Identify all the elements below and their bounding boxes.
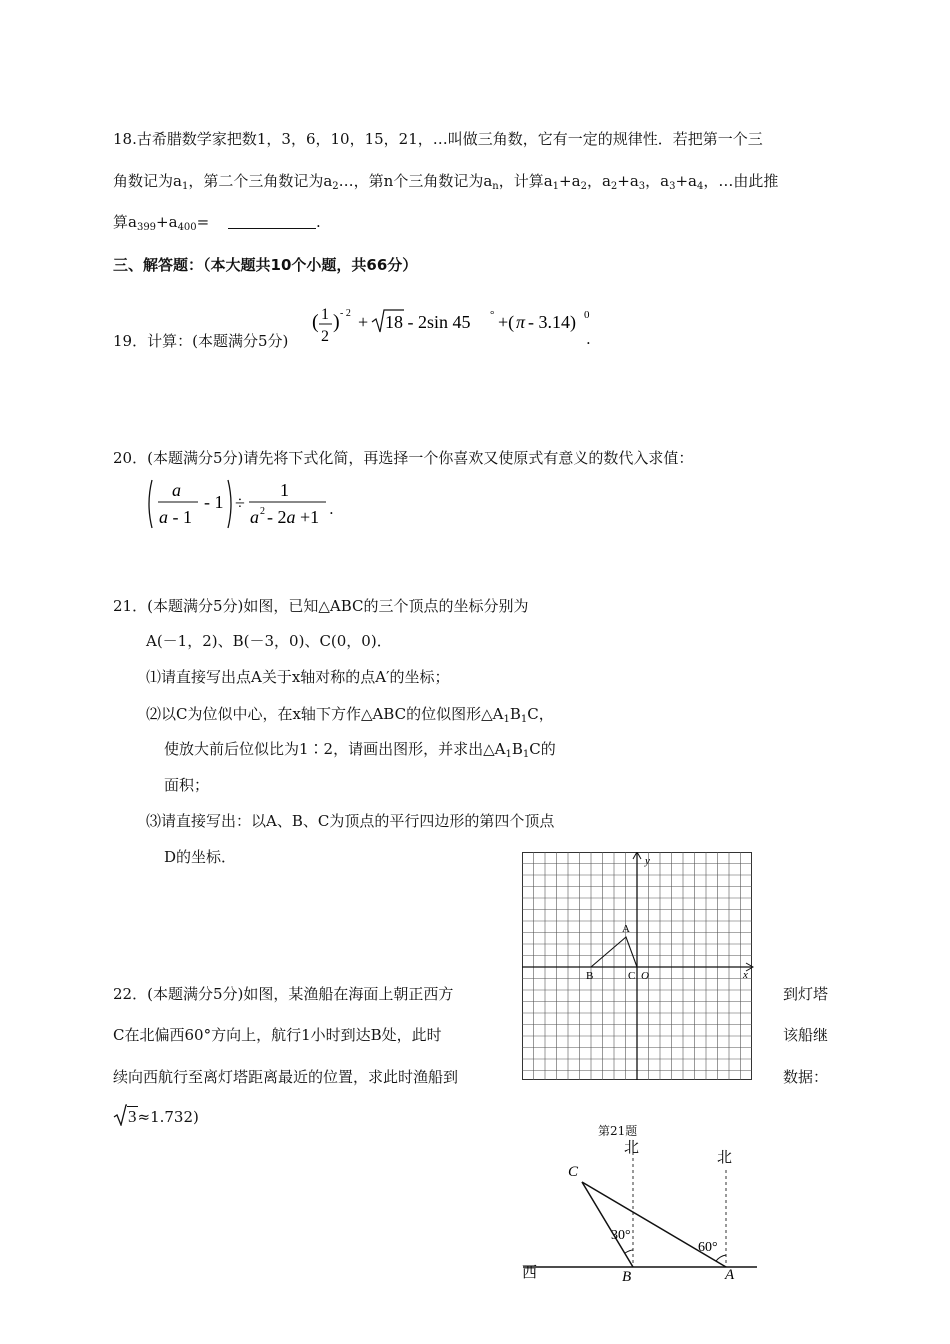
q20-text: 20．(本题满分5分)请先将下式化简，再选择一个你喜欢又使原式有意义的数代入求值： — [113, 449, 694, 467]
q21-line-4: ⑵以C为位似中心，在x轴下方作△ABC的位似图形$\triangle A_1B_1C$， — [146, 705, 554, 725]
section-3-heading: 三、解答题：（本大题共10个小题，共66分） — [113, 256, 418, 274]
point-a-label: A — [622, 923, 630, 935]
x-axis-label: x — [743, 969, 748, 981]
q18-line-1: 18.古希腊数学家把数1，3，6，10，15，21，…叫做三角数，它有一定的规律性．若把第一个三 — [113, 130, 763, 148]
svg-text:2: 2 — [321, 328, 329, 345]
q20-formula — [146, 478, 346, 530]
q21-figure-caption: 第21题 — [598, 1124, 638, 1138]
origin-label: O — [641, 970, 649, 982]
q21-line-3: ⑴请直接写出点A关于x轴对称的点A′的坐标； — [146, 668, 450, 686]
svg-text:- 1: - 1 — [204, 492, 224, 512]
svg-text:- 2a +1: - 2a +1 — [267, 507, 320, 527]
point-c-label: C — [628, 970, 636, 982]
angle-a-label: 60° — [698, 1240, 718, 1255]
point-b-label: B — [586, 970, 594, 982]
point-b-label: B — [622, 1269, 632, 1285]
q21-line-2: A(－1，2)、B(－3，0)、C(0，0)． — [146, 632, 392, 650]
svg-text:π: π — [516, 312, 526, 332]
q21-line-1: 21．(本题满分5分)如图，已知△ABC的三个顶点的坐标分别为 — [113, 597, 529, 615]
q22-line-3-tail: 数据： — [783, 1068, 829, 1086]
q22-line-1-tail: 到灯塔 — [783, 985, 829, 1003]
q19-formula — [312, 302, 597, 350]
svg-text:(: ( — [312, 311, 319, 333]
svg-text:0: 0 — [584, 309, 590, 321]
q22-line-4: 3≈1.732) — [113, 1104, 199, 1127]
svg-text:a: a — [172, 480, 181, 500]
svg-text:1: 1 — [280, 480, 289, 500]
segment-cb — [582, 1182, 633, 1267]
y-axis-label: y — [645, 855, 650, 867]
q18-line-3: 算$a_{399}+a_{400}=$ . — [113, 213, 321, 233]
svg-text:a: a — [250, 507, 259, 527]
q18-line-2: 角数记为$a_1$，第二个三角数记为$a_2\dots$，第n个三角数记为$a_n$，计算$a_1+a_2$，$a_2+a_3$，$a_3+a_4$，…由此推 — [113, 172, 779, 192]
q22-line-2: C在北偏西60°方向上，航行1小时到达B处，此时 — [113, 1026, 442, 1044]
q22-line-3: 续向西航行至离灯塔距离最近的位置，求此时渔船到 — [113, 1068, 459, 1086]
svg-text:2: 2 — [260, 506, 265, 517]
svg-text:°: ° — [490, 309, 495, 321]
svg-text:): ) — [333, 311, 340, 333]
q21-line-7: ⑶请直接写出：以A、B、C为顶点的平行四边形的第四个顶点 — [146, 812, 555, 830]
q22-bearing-figure — [520, 1138, 760, 1288]
q22-line-2-tail: 该船继 — [783, 1026, 829, 1044]
north-label-b: 北 — [624, 1140, 640, 1156]
point-a-label: A — [725, 1267, 735, 1283]
svg-text:1: 1 — [321, 306, 329, 323]
west-label: 西 — [522, 1265, 538, 1281]
q21-line-5: 使放大前后位似比为1∶2，请画出图形，并求出$\triangle A_1B_1C$的 — [164, 740, 556, 760]
q19-text: 19．计算：(本题满分5分) — [113, 332, 289, 350]
q21-line-6: 面积； — [164, 776, 210, 794]
q21-coordinate-grid-figure — [522, 852, 754, 1082]
svg-text:- 2: - 2 — [340, 308, 351, 319]
q22-line-1: 22．(本题满分5分)如图，某渔船在海面上朝正西方 — [113, 985, 454, 1003]
answer-blank[interactable] — [228, 214, 316, 229]
q20-end: . — [329, 500, 334, 518]
svg-text:+: + — [358, 312, 369, 332]
point-c-label: C — [568, 1164, 579, 1180]
svg-text:18 - 2sin 45: 18 - 2sin 45 — [385, 312, 471, 332]
angle-b-label: 30° — [611, 1228, 631, 1243]
q19-end: . — [586, 330, 591, 348]
q21-line-8: D的坐标． — [164, 848, 237, 866]
svg-text:+(: +( — [498, 312, 515, 332]
sqrt-symbol-icon — [113, 1104, 127, 1126]
svg-text:÷: ÷ — [235, 493, 245, 513]
north-label-a: 北 — [717, 1150, 733, 1166]
svg-text:a - 1: a - 1 — [159, 507, 192, 527]
svg-text:- 3.14): - 3.14) — [528, 312, 576, 332]
